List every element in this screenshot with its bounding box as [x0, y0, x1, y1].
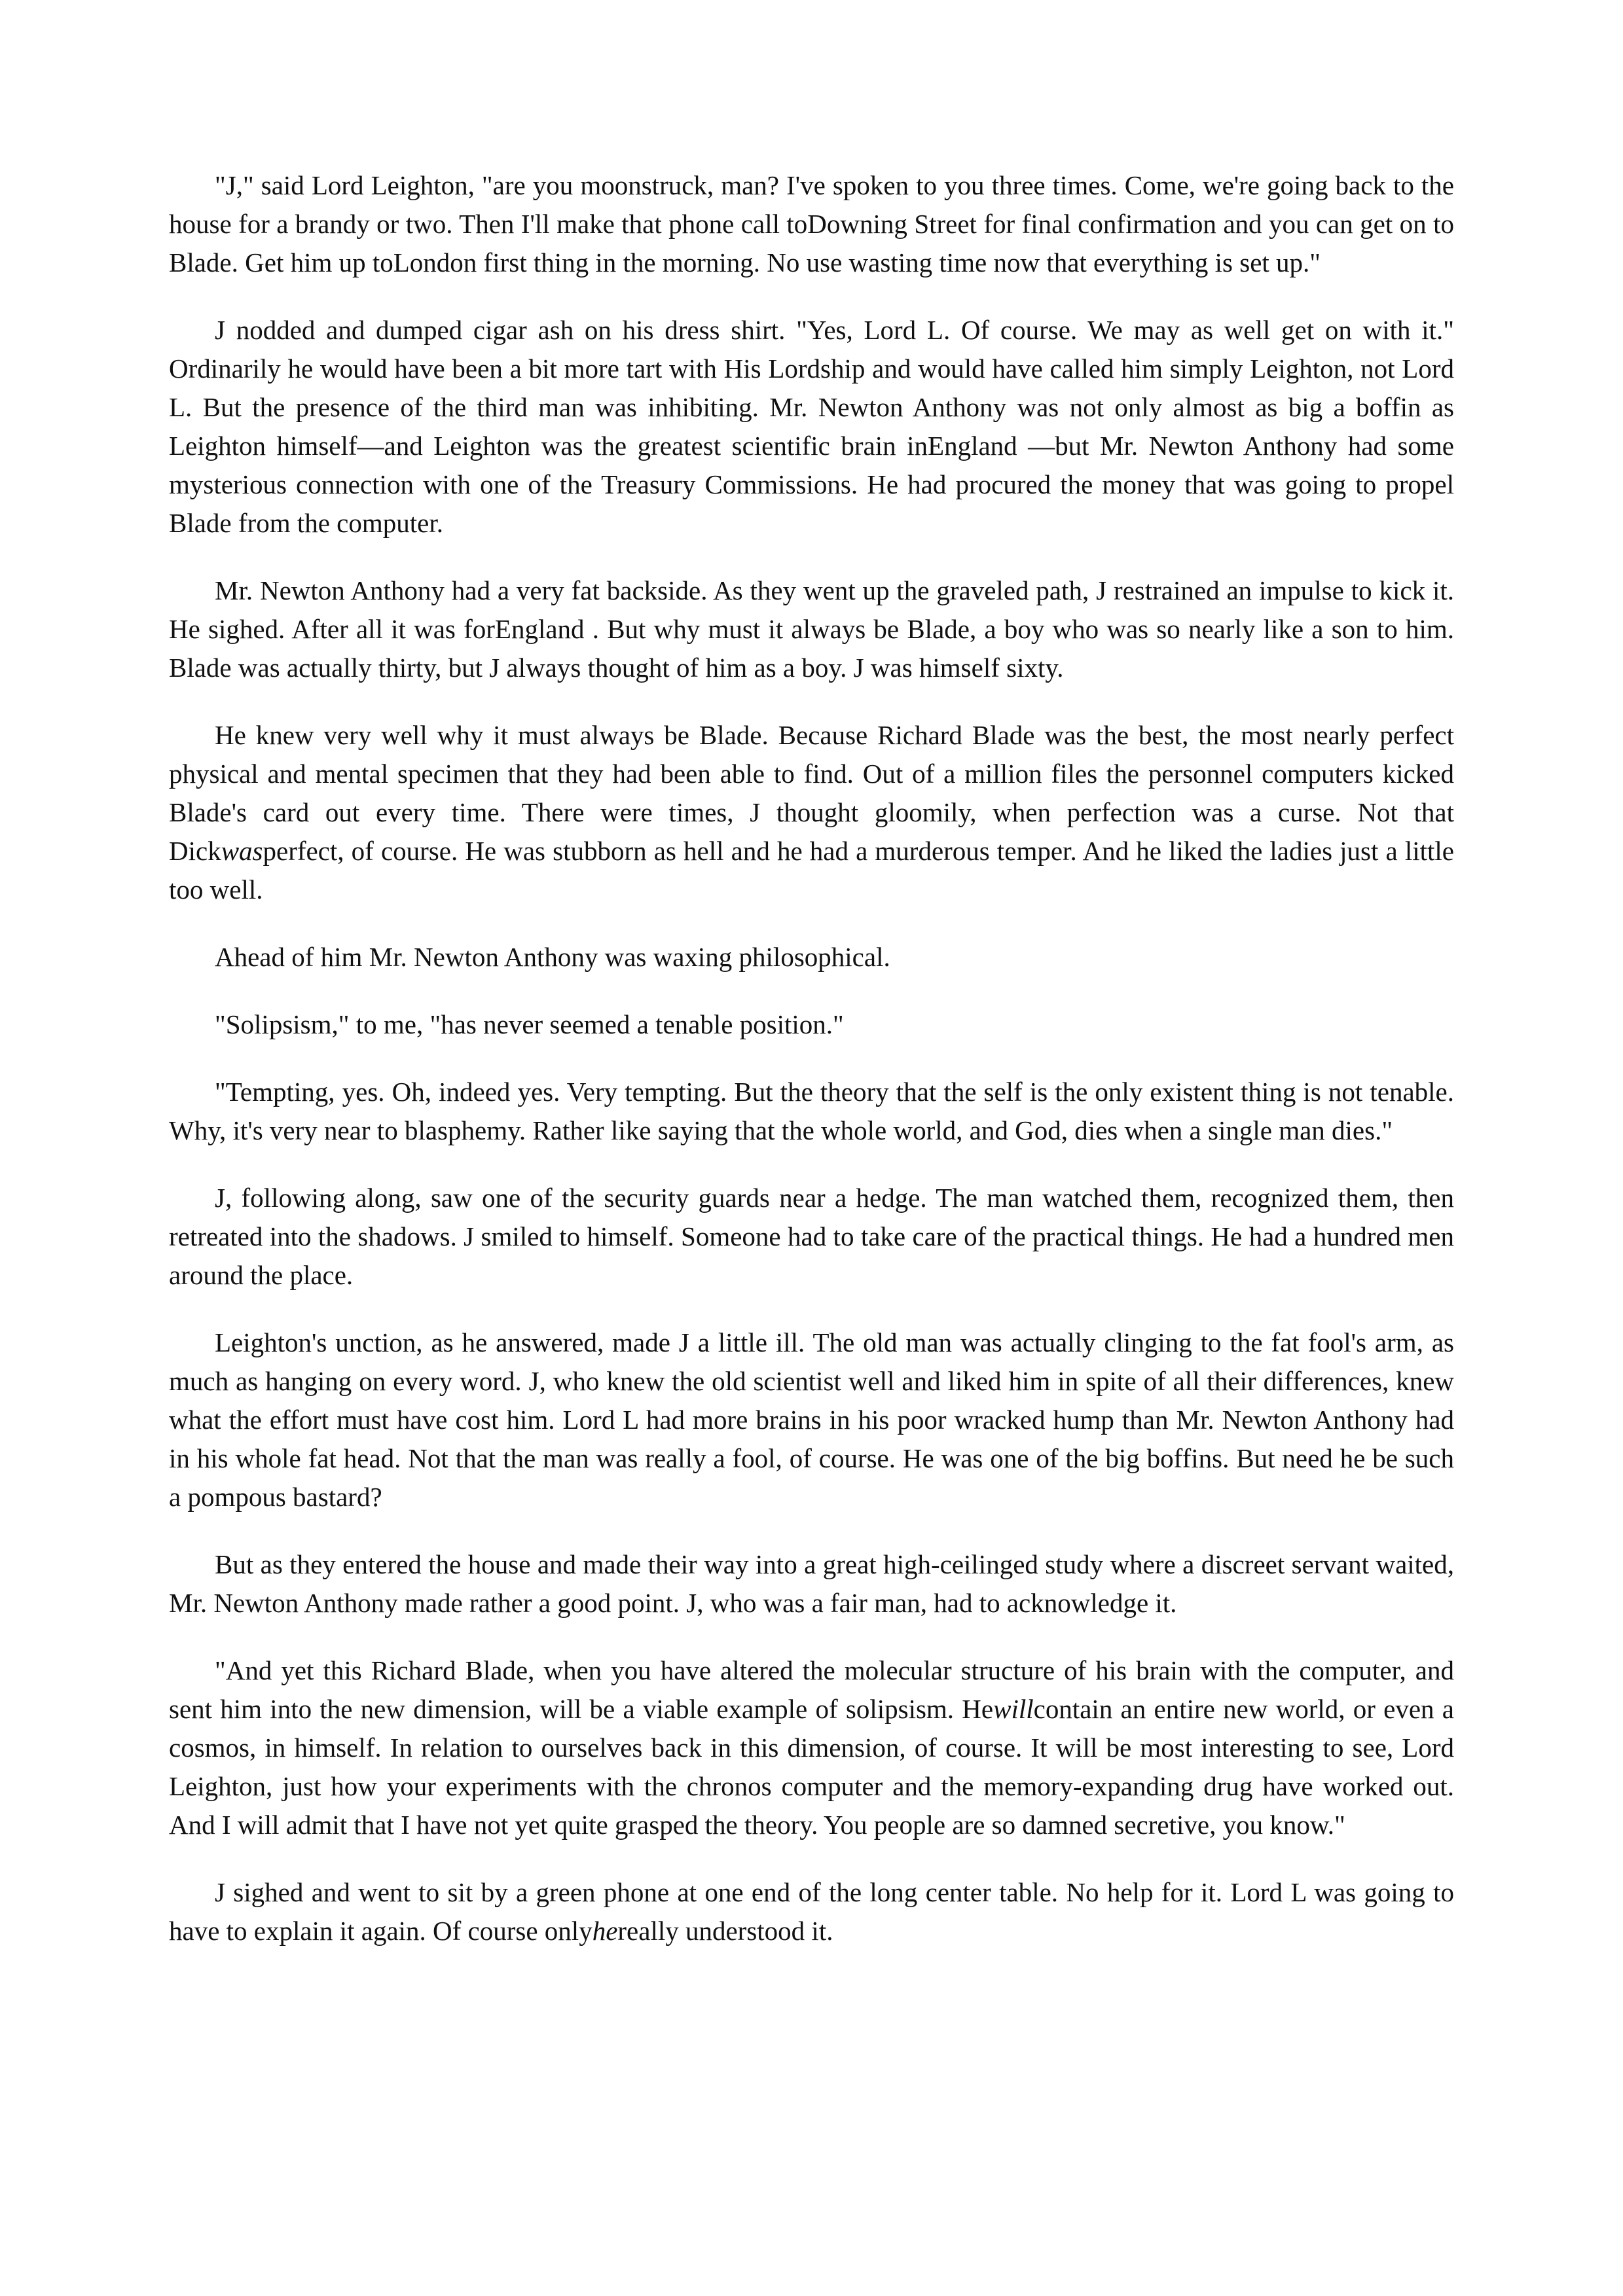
paragraph-text: "Tempting, yes. Oh, indeed yes. Very tempting. But the theory that the self is the only existent thing is not tenable. Why, it's very near to blasphemy. Rather like saying that the whole world, and God, dies when a single man dies.": [169, 1077, 1454, 1145]
paragraph-6: [169, 1005, 1454, 1044]
emphasis-text: will: [993, 1694, 1034, 1724]
paragraph-text: J sighed and went to sit by a green phone at one end of the long center table. No help for it. Lord L was going to have to explain it again. Of course only: [169, 1877, 1454, 1946]
paragraph-3: [169, 571, 1454, 687]
paragraph-text: "And yet this Richard Blade, when you have altered the molecular structure of his brain with the computer, and sent him into the new dimension, will be a viable example of solipsism. He: [169, 1655, 1454, 1724]
paragraph-10: [169, 1545, 1454, 1623]
paragraph-text: But as they entered the house and made their way into a great high-ceilinged study where a discreet servant waited, Mr. Newton Anthony made rather a good point. J, who was a fair man, had to acknowledge it.: [169, 1549, 1454, 1618]
paragraph-7: [169, 1073, 1454, 1150]
paragraph-8: [169, 1179, 1454, 1295]
paragraph-text: Mr. Newton Anthony had a very fat backside. As they went up the graveled path, J restrained an impulse to kick it. He sighed. After all it was forEngland . But why must it always be Blade, a boy who was so nearly like a son to him. Blade was actually thirty, but J always thought of him as a boy. J was himself sixty.: [169, 575, 1454, 683]
paragraph-text: He knew very well why it must always be Blade. Because Richard Blade was the best, the most nearly perfect physical and mental specimen that they had been able to find. Out of a million files the personnel computers kicked Blade's card out every time. There were times, J thought gloomily, when perfection was a curse. Not that Dick: [169, 720, 1454, 866]
paragraph-text: J, following along, saw one of the security guards near a hedge. The man watched them, recognized them, then retreated into the shadows. J smiled to himself. Someone had to take care of the practical things. He had a hundred men around the place.: [169, 1183, 1454, 1290]
paragraph-text: J nodded and dumped cigar ash on his dress shirt. "Yes, Lord L. Of course. We may as well get on with it." Ordinarily he would have been a bit more tart with His Lordship and would have called him simply Leighton, not Lord L. But the presence of the third man was inhibiting. Mr. Newton Anthony was not only almost as big a boffin as Leighton himself—and Leighton was the greatest scientific brain inEngland —but Mr. Newton Anthony had some mysterious connection with one of the Treasury Commissions. He had procured the money that was going to propel Blade from the computer.: [169, 315, 1454, 538]
body-text: [169, 166, 1454, 1979]
paragraph-1: [169, 166, 1454, 282]
paragraph-11: [169, 1651, 1454, 1844]
paragraph-text: Leighton's unction, as he answered, made J a little ill. The old man was actually clinging to the fat fool's arm, as much as hanging on every word. J, who knew the old scientist well and liked him in spite of all their differences, knew what the effort must have cost him. Lord L had more brains in his poor wracked hump than Mr. Newton Anthony had in his whole fat head. Not that the man was really a fool, of course. He was one of the big boffins. But need he be such a pompous bastard?: [169, 1327, 1454, 1512]
paragraph-5: [169, 938, 1454, 977]
paragraph-2: [169, 311, 1454, 543]
paragraph-4: [169, 716, 1454, 909]
paragraph-text: "Solipsism," to me, "has never seemed a tenable position.": [215, 1009, 844, 1039]
paragraph-text: "J," said Lord Leighton, "are you moonstruck, man? I've spoken to you three times. Come, we're going back to the house for a brandy or two. Then I'll make that phone call toDowning Street for final confirmation and you can get on to Blade. Get him up toLondon first thing in the morning. No use wasting time now that everything is set up.": [169, 170, 1454, 278]
paragraph-12: [169, 1873, 1454, 1950]
paragraph-text: contain an entire new world, or even a cosmos, in himself. In relation to ourselves back in this dimension, of course. It will be most interesting to see, Lord Leighton, just how your experiments with the chronos computer and the memory-expanding drug have worked out. And I will admit that I have not yet quite grasped the theory. You people are so damned secretive, you know.": [169, 1694, 1454, 1840]
paragraph-9: [169, 1323, 1454, 1516]
emphasis-text: he: [592, 1916, 618, 1946]
paragraph-text: really understood it.: [617, 1916, 833, 1946]
paragraph-text: perfect, of course. He was stubborn as hell and he had a murderous temper. And he liked the ladies just a little too well.: [169, 836, 1454, 905]
paragraph-text: Ahead of him Mr. Newton Anthony was waxing philosophical.: [215, 942, 890, 972]
emphasis-text: was: [221, 836, 263, 866]
